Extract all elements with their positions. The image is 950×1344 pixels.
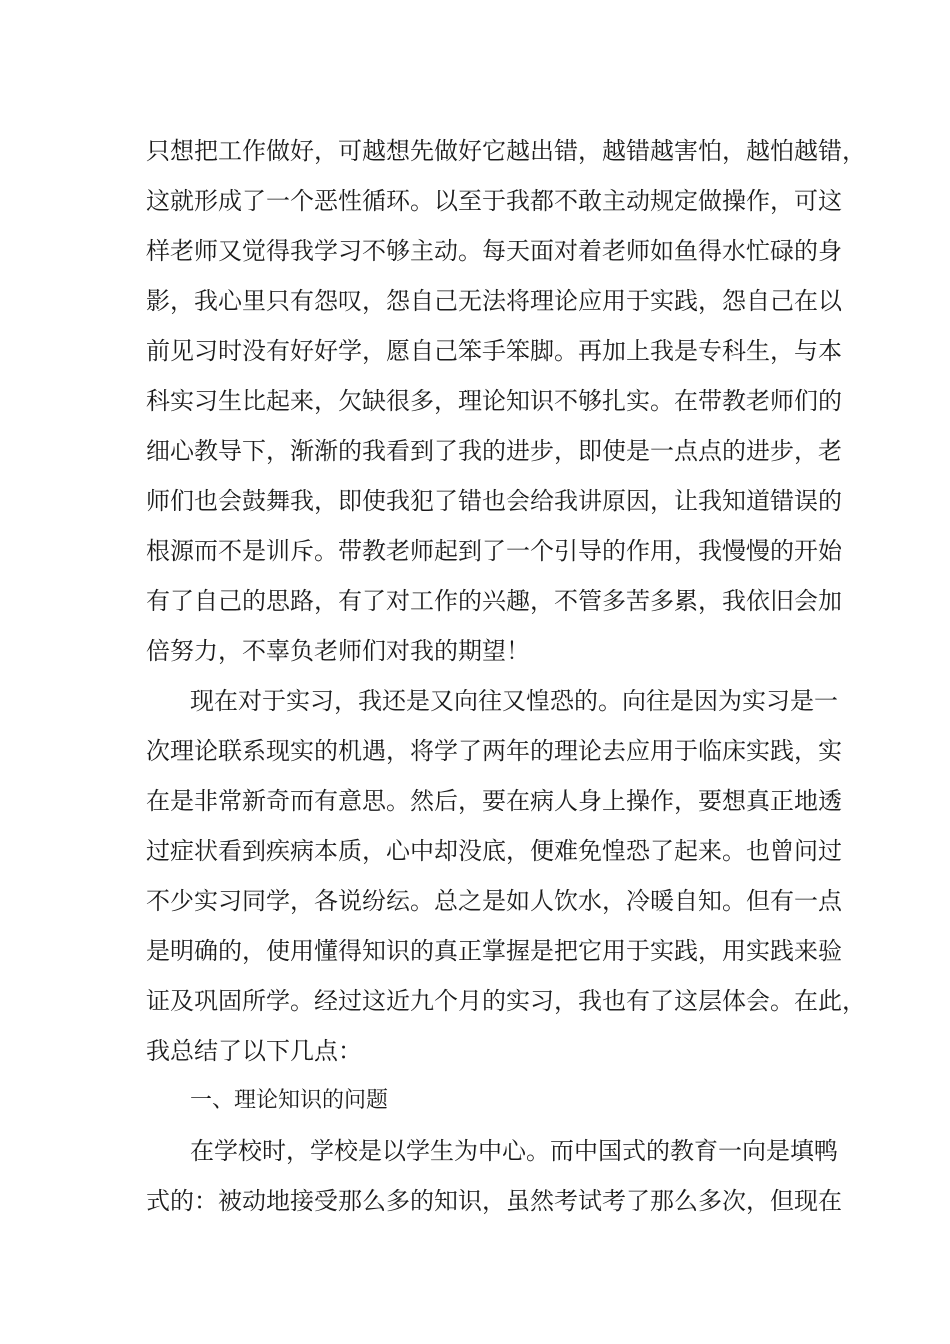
text-line: 倍努力，不辜负老师们对我的期望！ (146, 637, 530, 665)
text-line: 有了自己的思路，有了对工作的兴趣，不管多苦多累，我依旧会加 (146, 587, 842, 615)
text-line: 科实习生比起来，欠缺很多，理论知识不够扎实。在带教老师们的 (146, 387, 842, 415)
text-line: 影，我心里只有怨叹，怨自己无法将理论应用于实践，怨自己在以 (146, 287, 842, 315)
text-line: 前见习时没有好好学，愿自己笨手笨脚。再加上我是专科生，与本 (146, 337, 842, 365)
text-line: 是明确的，使用懂得知识的真正掌握是把它用于实践，用实践来验 (146, 937, 842, 965)
text-line: 在是非常新奇而有意思。然后，要在病人身上操作，要想真正地透 (146, 787, 842, 815)
text-line-paragraph-start: 现在对于实习，我还是又向往又惶恐的。向往是因为实习是一 (190, 687, 838, 715)
text-line: 师们也会鼓舞我，即使我犯了错也会给我讲原因，让我知道错误的 (146, 487, 842, 515)
text-line: 式的：被动地接受那么多的知识，虽然考试考了那么多次，但现在 (146, 1187, 842, 1215)
text-line: 证及巩固所学。经过这近九个月的实习，我也有了这层体会。在此， (146, 987, 866, 1015)
text-line: 不少实习同学，各说纷纭。总之是如人饮水，冷暖自知。但有一点 (146, 887, 842, 915)
text-line: 这就形成了一个恶性循环。以至于我都不敢主动规定做操作，可这 (146, 187, 842, 215)
text-line: 样老师又觉得我学习不够主动。每天面对着老师如鱼得水忙碌的身 (146, 237, 842, 265)
text-line: 次理论联系现实的机遇，将学了两年的理论去应用于临床实践，实 (146, 737, 842, 765)
section-heading: 一、理论知识的问题 (190, 1088, 389, 1113)
text-line-paragraph-start: 在学校时，学校是以学生为中心。而中国式的教育一向是填鸭 (190, 1137, 838, 1165)
text-line: 细心教导下，渐渐的我看到了我的进步，即使是一点点的进步，老 (146, 437, 842, 465)
document-body (146, 126, 866, 1226)
text-line: 只想把工作做好，可越想先做好它越出错，越错越害怕，越怕越错， (146, 137, 866, 165)
text-line: 过症状看到疾病本质，心中却没底，便难免惶恐了起来。也曾问过 (146, 837, 842, 865)
text-line: 我总结了以下几点： (146, 1037, 362, 1065)
text-line: 根源而不是训斥。带教老师起到了一个引导的作用，我慢慢的开始 (146, 537, 842, 565)
